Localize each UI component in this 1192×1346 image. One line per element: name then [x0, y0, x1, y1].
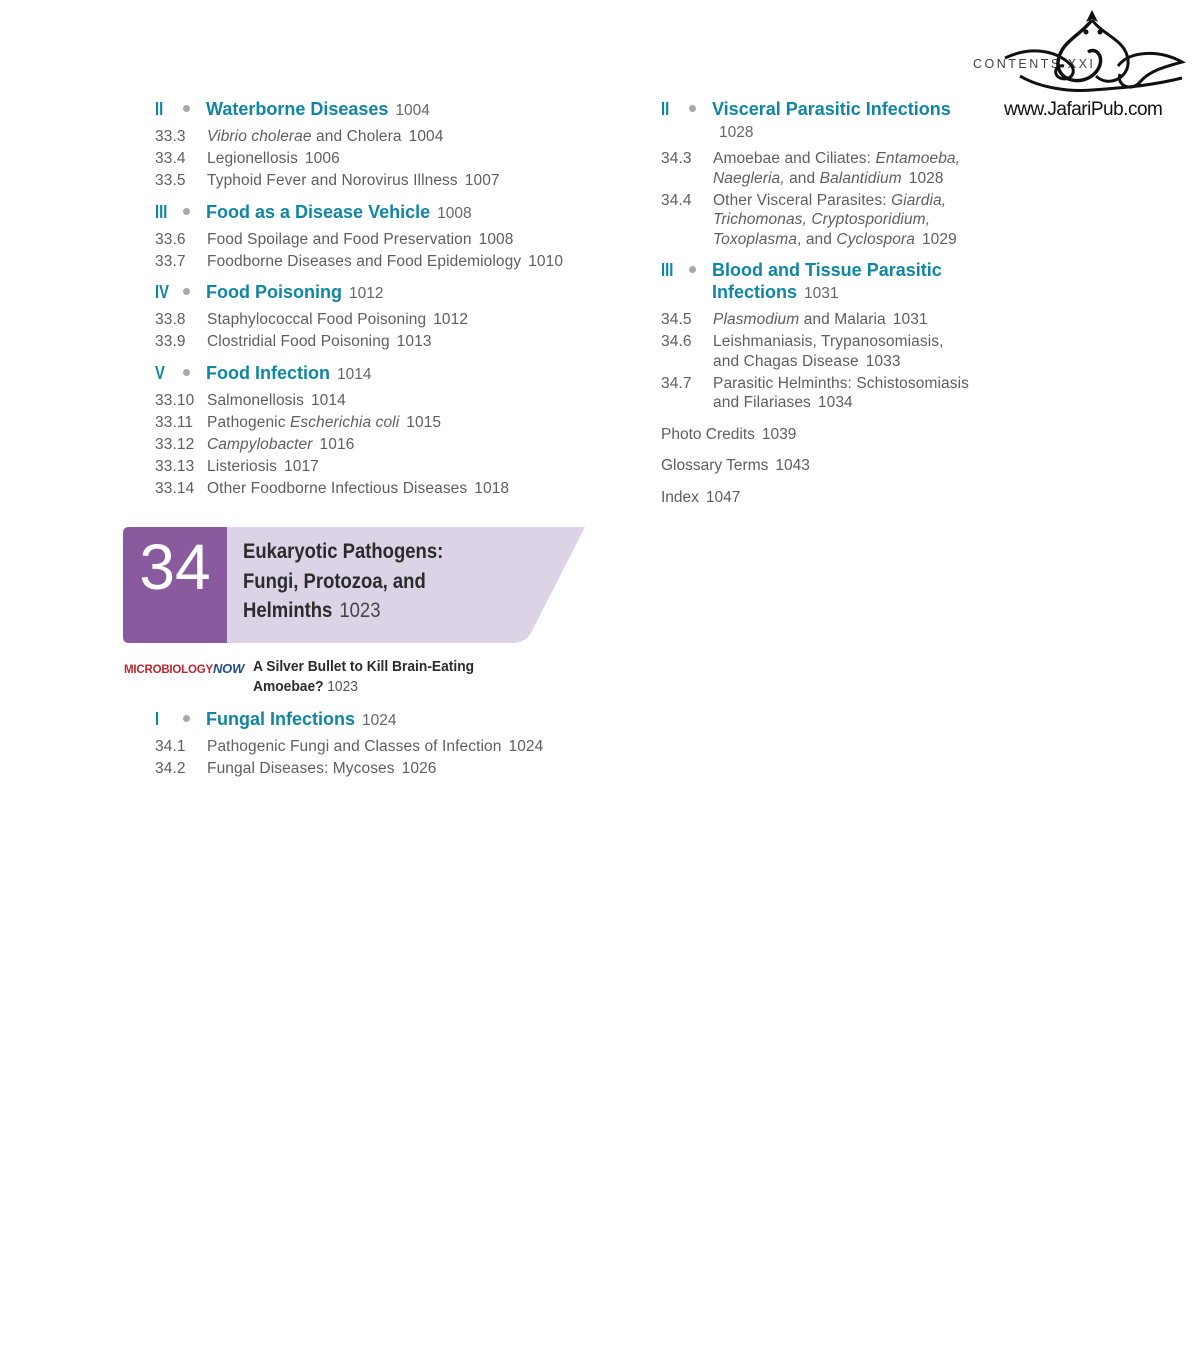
section-number: 34.7 [661, 374, 692, 392]
part-heading[interactable] [155, 362, 595, 386]
section-title-italic: Plasmodium [713, 311, 800, 328]
section-title [207, 127, 595, 147]
part-title-text: Fungal Infections [206, 709, 356, 729]
part-title [206, 281, 383, 305]
part-page: 1024 [362, 712, 397, 729]
section-number: 33.12 [155, 435, 195, 453]
section-title [207, 171, 595, 191]
back-matter-label: Glossary Terms [661, 457, 769, 474]
section-page: 1017 [284, 457, 319, 475]
section-title-text: Parasitic Helminths: Schistosomiasis [713, 374, 969, 392]
microbiology-now-title-line2: Amoebae? [253, 678, 324, 695]
section-number: 33.11 [155, 413, 194, 431]
section-page: 1004 [408, 128, 444, 145]
part-heading[interactable] [155, 98, 595, 122]
section-page: 1034 [817, 394, 853, 411]
part-page: 1028 [719, 124, 754, 141]
part-title-line: Infections [712, 282, 798, 302]
section-page: 1016 [319, 435, 355, 453]
section-title [207, 332, 595, 352]
part-title [206, 98, 430, 122]
section-title-text: Amoebae and Ciliates: [713, 150, 876, 167]
section-number: 33.4 [155, 150, 186, 167]
part-page: 1031 [804, 285, 839, 302]
toc-entry[interactable] [155, 332, 595, 352]
chapter-page: 1023 [339, 599, 381, 622]
section-page: 1029 [921, 230, 957, 248]
chapter-title-line: Fungi, Protozoa, and [243, 569, 426, 593]
section-page: 1026 [401, 760, 437, 777]
part-heading[interactable] [661, 259, 991, 305]
back-matter-entry[interactable] [661, 456, 991, 476]
microbiology-now-logo [124, 661, 244, 676]
section-title [207, 413, 595, 433]
part-heading[interactable] [155, 281, 595, 305]
section-title-text: Listeriosis [207, 457, 278, 475]
bullet-dot-icon [183, 715, 190, 722]
part-roman-numeral: III [661, 260, 674, 280]
part-roman-numeral: I [155, 709, 160, 729]
section-title-text: Pathogenic Fungi and Classes of Infection [207, 738, 502, 755]
section-number: 34.5 [661, 311, 692, 328]
section-page: 1033 [865, 352, 901, 370]
section-title-text: , and [797, 230, 837, 248]
part-heading[interactable] [661, 98, 991, 144]
part-title-text: Food Poisoning [206, 282, 342, 302]
part-heading[interactable] [155, 201, 595, 225]
running-head-label: CONTENTS [973, 57, 1062, 71]
section-title-text: Salmonellosis [207, 391, 304, 409]
section-title-italic: Naegleria, [713, 169, 785, 187]
section-title-text: and [784, 169, 820, 187]
toc-entry[interactable] [155, 457, 595, 477]
section-title [207, 391, 595, 411]
chapter-title-line: Eukaryotic Pathogens: [243, 540, 444, 563]
section-number: 34.2 [155, 760, 186, 777]
section-number: 34.4 [661, 191, 692, 209]
section-title-italic: Cyclospora [836, 230, 915, 248]
section-number: 33.8 [155, 311, 186, 328]
watermark-url: www.JafariPub.com [1004, 99, 1163, 120]
toc-entry[interactable] [155, 759, 595, 779]
part-page: 1014 [336, 365, 372, 383]
section-title-italic: Balantidium [819, 169, 902, 187]
section-title-italic: Giardia, [891, 191, 947, 209]
section-title [207, 310, 595, 330]
section-title [713, 149, 991, 188]
part-title-text: Food as a Disease Vehicle [206, 201, 431, 222]
toc-left-column-chapter34 [155, 708, 595, 779]
section-title [207, 435, 595, 455]
bullet-dot-icon [183, 288, 190, 295]
section-title-italic: Entamoeba, [875, 150, 961, 167]
section-page: 1031 [892, 311, 928, 328]
section-title [207, 737, 595, 757]
back-matter-label: Photo Credits [661, 425, 755, 443]
part-roman-numeral: V [155, 362, 165, 383]
toc-entry[interactable] [661, 191, 991, 250]
back-matter-page: 1039 [761, 425, 797, 443]
part-heading[interactable] [155, 708, 595, 732]
section-title-text: Food Spoilage and Food Preservation [207, 230, 472, 248]
toc-right-column [661, 98, 991, 507]
part-title [206, 201, 472, 225]
part-page: 1004 [395, 102, 430, 119]
section-number: 33.6 [155, 230, 186, 248]
section-title-text: Foodborne Diseases and Food Epidemiology [207, 252, 522, 270]
section-number: 34.3 [661, 150, 692, 167]
back-matter-label: Index [661, 488, 699, 506]
back-matter-page: 1043 [775, 457, 810, 474]
chapter-title-line [243, 596, 525, 626]
section-page: 1024 [508, 738, 544, 755]
section-page: 1028 [908, 169, 944, 187]
section-title [207, 149, 595, 169]
section-number: 33.10 [155, 391, 195, 409]
section-page: 1010 [528, 252, 564, 270]
chapter-title [243, 537, 563, 626]
section-title-italic: Toxoplasma [713, 230, 798, 248]
part-title [712, 259, 942, 305]
section-title-text: and Filariases [713, 394, 811, 411]
section-page: 1008 [478, 230, 514, 248]
section-title [207, 759, 595, 779]
section-number: 33.14 [155, 479, 195, 497]
section-title-text: Legionellosis [207, 150, 298, 167]
part-roman-numeral: II [155, 99, 164, 119]
part-roman-numeral: IV [155, 282, 169, 302]
section-number: 33.13 [155, 457, 195, 475]
section-title-text: Staphylococcal Food Poisoning [207, 311, 427, 328]
toc-entry[interactable] [155, 171, 595, 191]
toc-entry[interactable] [155, 435, 595, 455]
section-title-italic: Trichomonas, Cryptosporidium, [713, 211, 931, 228]
page-number: XXI [1067, 57, 1096, 71]
toc-entry[interactable] [155, 127, 595, 147]
microbiology-now-title [253, 657, 553, 697]
section-page: 1007 [464, 172, 500, 189]
section-title [713, 191, 991, 250]
microbiology-now-logo-part1: MICROBIOLOGY [124, 664, 213, 676]
toc-entry[interactable] [661, 332, 991, 371]
toc-entry[interactable] [155, 149, 595, 169]
toc-entry[interactable] [661, 310, 991, 330]
section-title-text: Leishmaniasis, Trypanosomiasis, [713, 333, 944, 350]
section-title-text: Pathogenic [207, 413, 290, 431]
back-matter-entry[interactable] [661, 425, 991, 445]
chapter-banner [123, 527, 593, 643]
toc-entry[interactable] [155, 310, 595, 330]
section-number: 33.5 [155, 172, 186, 189]
back-matter-entry[interactable] [661, 488, 991, 508]
toc-left-column [155, 98, 595, 498]
microbiology-now-page: 1023 [327, 678, 358, 695]
part-title [712, 98, 991, 144]
bullet-dot-icon [183, 105, 190, 112]
toc-entry[interactable] [155, 479, 595, 499]
chapter-number: 34 [139, 531, 211, 603]
part-page: 1008 [437, 204, 472, 222]
part-page: 1012 [348, 285, 384, 302]
section-page: 1014 [310, 391, 346, 409]
section-number: 33.9 [155, 333, 186, 350]
section-title-text: and Chagas Disease [713, 352, 859, 370]
toc-entry[interactable] [155, 252, 595, 272]
section-page: 1018 [474, 479, 510, 497]
section-title-italic: Vibrio cholerae [207, 128, 312, 145]
toc-entry[interactable] [155, 391, 595, 411]
section-page: 1015 [406, 413, 442, 431]
section-page: 1006 [304, 150, 340, 167]
toc-entry[interactable] [155, 413, 595, 433]
section-title [207, 457, 595, 477]
section-title [207, 230, 595, 250]
part-title-line: Visceral Parasitic Infections [712, 99, 951, 119]
section-title-italic: Escherichia coli [289, 413, 400, 431]
bullet-dot-icon [689, 105, 696, 112]
bullet-dot-icon [183, 369, 190, 376]
section-title-text: Typhoid Fever and Norovirus Illness [207, 172, 458, 189]
part-title-text: Food Infection [206, 362, 330, 383]
section-number: 34.1 [155, 738, 186, 755]
part-roman-numeral: II [661, 99, 670, 119]
section-title-text: Other Foodborne Infectious Diseases [207, 479, 468, 497]
microbiology-now-title-line [253, 677, 358, 697]
microbiology-now-logo-part2: NOW [212, 661, 245, 676]
section-title-text: and Cholera [311, 128, 402, 145]
section-title [207, 252, 595, 272]
section-title-italic: Campylobacter [207, 435, 313, 453]
bullet-dot-icon [689, 266, 696, 273]
section-title [713, 310, 991, 330]
section-page: 1012 [433, 311, 469, 328]
back-matter-page: 1047 [705, 488, 741, 506]
toc-entry[interactable] [155, 230, 595, 250]
section-title-text: Clostridial Food Poisoning [207, 333, 390, 350]
section-number: 33.3 [155, 128, 186, 145]
section-number: 33.7 [155, 252, 186, 270]
section-title-text: Fungal Diseases: Mycoses [207, 760, 395, 777]
part-title-line: Blood and Tissue Parasitic [712, 260, 942, 280]
chapter-title-line-text: Helminths [243, 599, 333, 622]
section-title-text: and Malaria [799, 311, 886, 328]
section-title [207, 479, 595, 499]
microbiology-now-title-line: A Silver Bullet to Kill Brain-Eating [253, 658, 475, 675]
section-title [713, 332, 991, 371]
section-title [713, 374, 991, 413]
bullet-dot-icon [183, 208, 190, 215]
toc-entry[interactable] [155, 737, 595, 757]
part-roman-numeral: III [155, 201, 168, 222]
toc-entry[interactable] [661, 374, 991, 413]
toc-entry[interactable] [661, 149, 991, 188]
section-number: 34.6 [661, 333, 692, 350]
section-page: 1013 [396, 333, 432, 350]
part-title [206, 708, 397, 732]
part-title [206, 362, 371, 386]
section-title-text: Other Visceral Parasites: [713, 191, 892, 209]
part-title-text: Waterborne Diseases [206, 99, 389, 119]
